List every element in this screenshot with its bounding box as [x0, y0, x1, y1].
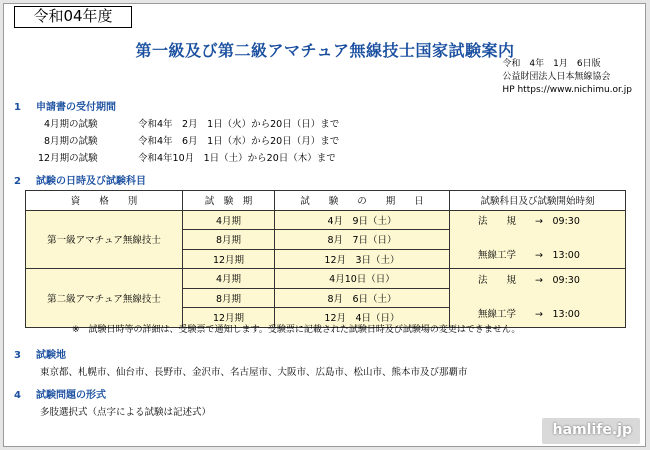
- qualification-cell: 第二級アマチュア無線技士: [26, 269, 183, 328]
- watermark-logo: [542, 418, 640, 444]
- period-cell: 4月期: [183, 269, 275, 289]
- table-row: [26, 269, 626, 289]
- section-3-heading: [14, 346, 66, 361]
- date-cell: 12月 4日（日）: [275, 308, 450, 328]
- subject-line: [450, 213, 625, 231]
- period-cell: 12月期: [183, 308, 275, 328]
- section-title: 試験問題の形式: [36, 390, 106, 401]
- date-cell: 4月10日（日）: [275, 269, 450, 289]
- application-label: 4月期の試験: [44, 119, 98, 130]
- qualification-cell: 第一級アマチュア無線技士: [26, 210, 183, 269]
- period-cell: 8月期: [183, 230, 275, 250]
- subject-line: [450, 247, 625, 265]
- header-subjects-time: 試験科目及び試験開始時刻: [450, 191, 626, 211]
- exam-note: ※ 試験日時等の詳細は、受験票で通知します。受験票に記載された試験日時及び試験場の変更はできません。: [72, 325, 521, 335]
- arrow-icon: →: [535, 308, 543, 320]
- organization-name: 公益財団法人日本無線協会: [502, 72, 611, 82]
- subjects-cell: [450, 269, 626, 328]
- section-title: 試験の日時及び試験科目: [36, 176, 146, 187]
- section-number: 1: [14, 102, 21, 113]
- subject-name: 法 規: [478, 216, 517, 228]
- date-cell: 4月 9日（土）: [275, 210, 450, 230]
- homepage-link[interactable]: HP https://www.nichimu.or.jp: [502, 85, 632, 95]
- exam-cities: 東京都、札幌市、仙台市、長野市、金沢市、名古屋市、大阪市、広島市、松山市、熊本市及び那覇市: [40, 367, 468, 378]
- section-title: 試験地: [36, 350, 66, 361]
- section-4-heading: [14, 386, 106, 401]
- application-label: 12月期の試験: [38, 153, 98, 164]
- header-exam-period: 試 験 期: [183, 191, 275, 211]
- application-period: 令和4年 6月 1日（水）から20日（月）まで: [138, 136, 340, 147]
- period-cell: 4月期: [183, 210, 275, 230]
- application-period: 令和4年 2月 1日（火）から20日（日）まで: [138, 119, 340, 130]
- section-2-heading: [14, 172, 146, 187]
- application-period: 令和4年10月 1日（土）から20日（木）まで: [138, 153, 336, 164]
- header-qualification: 資 格 別: [26, 191, 183, 211]
- arrow-icon: →: [535, 250, 543, 262]
- section-number: 4: [14, 390, 21, 401]
- exam-schedule-table: [25, 190, 626, 328]
- watermark-text: hamlife.jp: [552, 422, 632, 438]
- period-cell: 8月期: [183, 288, 275, 308]
- document-title: 第一級及び第二級アマチュア無線技士国家試験案内: [135, 41, 515, 60]
- header-exam-date: 試 験 の 期 日: [275, 191, 450, 211]
- subject-time: 09:30: [552, 216, 580, 228]
- subject-time: 13:00: [552, 250, 580, 262]
- exam-format: 多肢選択式（点字による試験は記述式）: [40, 407, 212, 418]
- application-label: 8月期の試験: [44, 136, 98, 147]
- subject-time: 09:30: [552, 274, 580, 286]
- date-cell: 8月 6日（土）: [275, 288, 450, 308]
- subject-name: 無線工学: [478, 250, 517, 262]
- arrow-icon: →: [535, 216, 543, 228]
- subject-time: 13:00: [552, 308, 580, 320]
- subject-name: 法 規: [478, 274, 517, 286]
- date-cell: 12月 3日（土）: [275, 249, 450, 269]
- section-number: 2: [14, 176, 21, 187]
- table-header-row: [26, 191, 626, 211]
- section-title: 申請書の受付期間: [36, 102, 116, 113]
- section-1-heading: [14, 98, 116, 113]
- section-number: 3: [14, 350, 21, 361]
- period-cell: 12月期: [183, 249, 275, 269]
- date-cell: 8月 7日（日）: [275, 230, 450, 250]
- fiscal-year-box: 令和04年度: [14, 6, 132, 28]
- table-row: [26, 210, 626, 230]
- edition-date: 令和 4年 1月 6日版: [502, 59, 601, 69]
- arrow-icon: →: [535, 274, 543, 286]
- subjects-cell: [450, 210, 626, 269]
- subject-name: 無線工学: [478, 308, 517, 320]
- document-meta: [502, 58, 632, 97]
- subject-line: [450, 272, 625, 290]
